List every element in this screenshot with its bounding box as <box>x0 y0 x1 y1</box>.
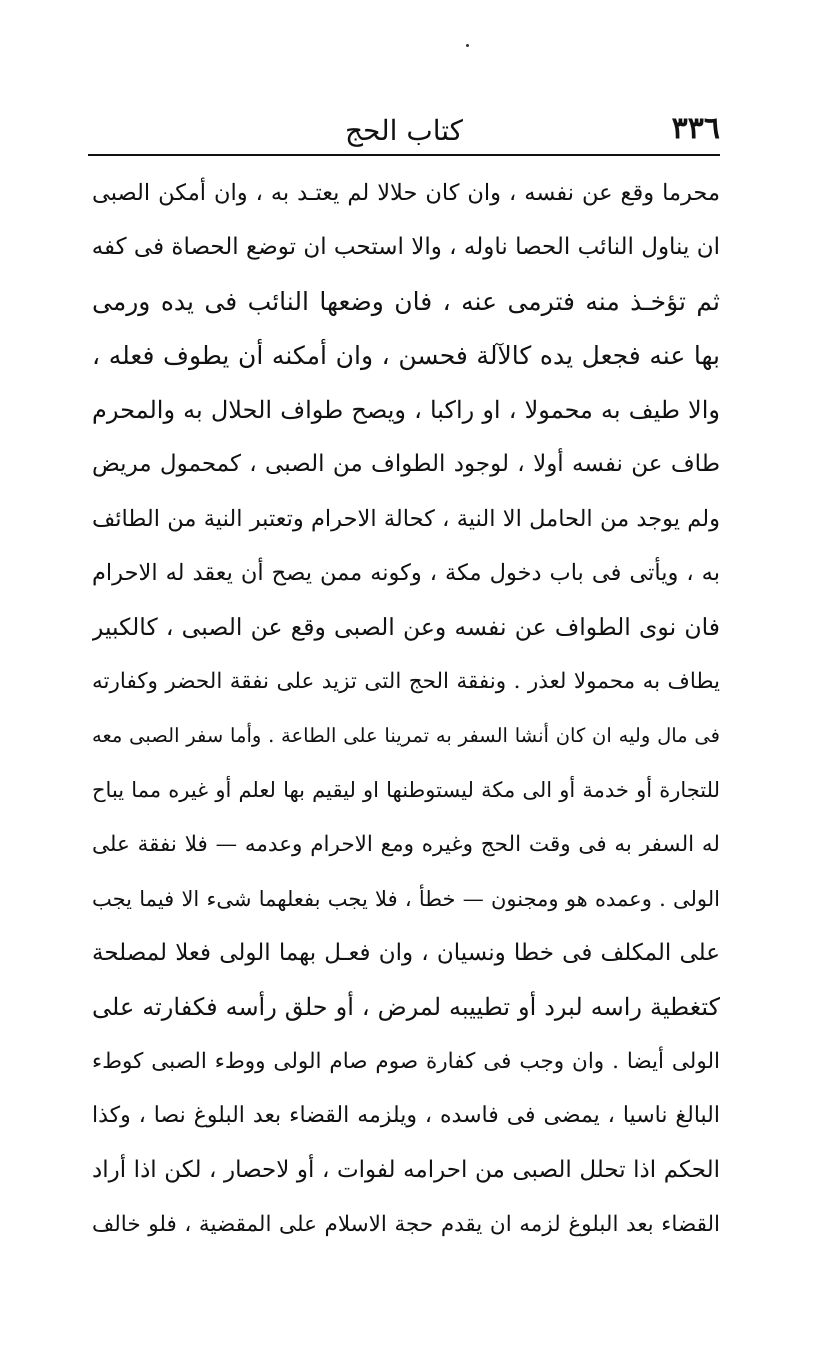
text-line: الحكم اذا تحلل الصبى من احرامه لفوات ، أو لاحصار ، لكن اذا أراد <box>92 1157 720 1184</box>
body-text <box>92 166 720 1252</box>
header-rule <box>88 154 720 156</box>
running-header <box>88 105 720 155</box>
text-line: ولم يوجد من الحامل الا النية ، كحالة الاحرام وتعتبر النية من الطائف <box>92 505 720 532</box>
text-line: يطاف به محمولا لعذر . ونفقة الحج التى تزيد على نفقة الحضر وكفارته <box>92 668 720 694</box>
text-line: الولى أيضا . وان وجب فى كفارة صوم صام الولى ووطء الصبى كوطء <box>92 1048 720 1074</box>
text-line: له السفر به فى وقت الحج وغيره ومع الاحرام وعدمه — فلا نفقة على <box>92 831 720 857</box>
text-line: على المكلف فى خطا ونسيان ، وان فعـل بهما الولى فعلا لمصلحة <box>92 940 720 967</box>
text-line: للتجارة أو خدمة أو الى مكة ليستوطنها او ليقيم بها لعلم أو غيره مما يباح <box>92 778 720 803</box>
text-line: ان يناول النائب الحصا ناوله ، والا استحب ان توضع الحصاة فى كفه <box>92 234 720 261</box>
text-line: البالغ ناسيا ، يمضى فى فاسده ، ويلزمه القضاء بعد البلوغ نصا ، وكذا <box>92 1103 720 1129</box>
book-title: كتاب الحج <box>344 114 464 147</box>
text-line: به ، ويأتى فى باب دخول مكة ، وكونه ممن يصح أن يعقد له الاحرام <box>92 560 720 587</box>
text-line: والا طيف به محمولا ، او راكبا ، ويصح طواف الحلال به والمحرم <box>92 396 720 425</box>
text-line: طاف عن نفسه أولا ، لوجود الطواف من الصبى ، كمحمول مريض <box>92 451 720 478</box>
text-line: القضاء بعد البلوغ لزمه ان يقدم حجة الاسلام على المقضية ، فلو خالف <box>92 1211 720 1237</box>
text-line: كتغطية راسه لبرد أو تطييبه لمرض ، أو حلق رأسه فكفارته على <box>92 993 720 1022</box>
print-speck <box>466 44 469 47</box>
text-line: بها عنه فجعل يده كالآلة فحسن ، وان أمكنه أن يطوف فعله ، <box>92 340 720 370</box>
text-line: فان نوى الطواف عن نفسه وعن الصبى وقع عن الصبى ، كالكبير <box>92 613 720 642</box>
text-line: فى مال وليه ان كان أنشا السفر به تمرينا على الطاعة . وأما سفر الصبى معه <box>92 723 720 747</box>
page-number: ٣٣٦ <box>671 111 720 146</box>
text-line: ثم تؤخـذ منه فترمى عنه ، فان وضعها النائب فى يده ورمى <box>92 286 720 316</box>
text-line: الولى . وعمده هو ومجنون — خطأ ، فلا يجب بفعلهما شىء الا فيما يجب <box>92 886 720 911</box>
text-line: محرما وقع عن نفسه ، وان كان حلالا لم يعتـد به ، وان أمكن الصبى <box>92 180 720 206</box>
